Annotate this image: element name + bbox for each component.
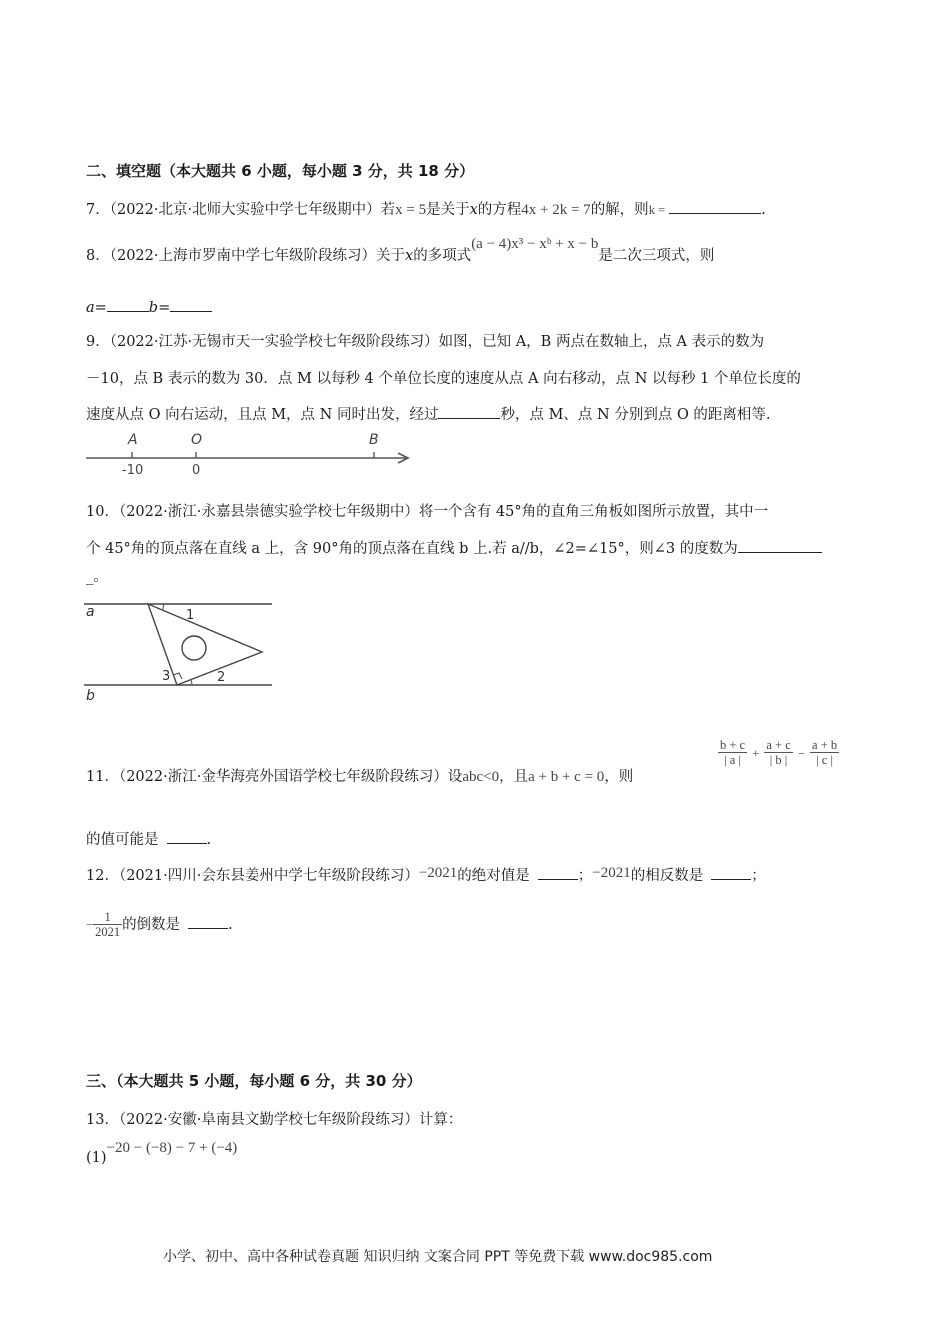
q11-f2-den: | b | [764,752,792,767]
q10-text-1: （2022·浙江·永嘉县崇德实验学校七年级期中）将一个含有 45°角的直角三角板如图所示放置，其中一 [118,504,769,520]
angle-2-arc [191,680,192,685]
q12-abs-blank[interactable] [538,865,578,880]
q10-line-3: _。 [86,569,108,585]
q13-part-1 [86,1140,238,1166]
q11-f3-den: | c | [810,752,839,767]
q8-polynomial: (a − 4)x³ − xᵇ + x − b [471,236,599,252]
q13-number: 13． [86,1112,119,1128]
triangle-hole [182,636,206,660]
q8-b-blank[interactable] [170,297,212,312]
q13-part-1-label: (1) [86,1150,107,1166]
q7-text-3: 的解，则 [590,202,649,218]
label-a: A [128,432,138,448]
q11-op-minus: − [797,746,805,761]
q13-source: （2022·安徽·阜南县文勤学校七年级阶段练习）计算： [118,1112,463,1128]
q12-f-den: 2021 [95,925,121,940]
q11-fraction-3 [810,738,839,768]
q10-number: 10． [86,504,119,520]
question-8 [86,236,715,265]
q11-f1-num: b + c [720,738,746,752]
q8-a-blank[interactable] [107,297,149,312]
q9-text-3a: 速度从点 O 向右运动，且点 M，点 N 同时出发，经过 [86,407,439,423]
q8-text-1: 的多项式 [413,248,472,264]
label-line-a: a [86,604,95,620]
q11-line-1 [86,765,633,786]
q7-equation: 4x + 2k = 7 [521,202,591,218]
q12-f-num: 1 [104,910,111,924]
q12-value-1: −2021 [418,865,458,881]
q12-opposite-blank[interactable] [711,865,751,880]
q7-var: x [469,202,478,218]
q7-source: （2022·北京·北师大实验中学七年级期中）若 [109,202,396,218]
q12-source: （2021·四川·会东县姜州中学七年级阶段练习） [118,868,419,884]
q9-number: 9． [86,334,110,350]
q12-number: 12． [86,868,119,884]
q10-answer-blank[interactable] [738,538,822,553]
label-line-b: b [86,688,95,704]
q12-sep: ； [577,868,593,884]
q11-text-1: ，且 [499,769,529,785]
section-3-title: 三、（本大题共 5 小题，每小题 6 分，共 30 分） [86,1072,422,1090]
q11-fraction-2 [764,738,792,768]
q8-text-2: 是二次三项式，则 [598,248,715,264]
q12-end-2: . [228,916,233,933]
section-2-title: 二、填空题（本大题共 6 小题，每小题 3 分，共 18 分） [86,162,475,180]
q12-text-3: 的倒数是 [122,916,181,933]
q11-number: 11． [86,769,119,785]
q13-line-1 [86,1108,462,1129]
q8-source: （2022·上海市罗南中学七年级阶段练习）关于 [109,248,405,264]
q11-line-2 [86,828,211,849]
q12-text-2: 的相反数是 [630,868,704,884]
q11-answer-blank[interactable] [167,829,207,844]
label-angle-3: 3 [162,669,171,684]
label-b: B [369,432,379,448]
q12-value-2: −2021 [592,865,631,881]
q7-answer-blank[interactable] [669,199,761,214]
q8-answer-line [86,297,212,316]
label-angle-1: 1 [186,608,195,623]
page-footer: 小学、初中、高中各种试卷真题 知识归纳 文案合同 PPT 等免费下载 www.doc985.com [163,1249,713,1265]
number-line-figure [84,428,416,478]
q8-a-label: a= [86,300,107,316]
q12-text-1: 的绝对值是 [457,868,530,884]
q12-line-2 [86,910,233,940]
q9-answer-blank[interactable] [438,404,500,419]
q7-end: . [761,202,766,218]
q10-line-1 [86,500,768,521]
value-a: -10 [122,463,144,478]
q7-text-1: 是关于 [426,202,470,218]
q11-cond-2: a + b + c = 0 [528,769,605,785]
value-o: 0 [192,463,201,478]
q10-text-2: 个 45°角的顶点落在直线 a 上，含 90°角的顶点落在直线 b 上.若 a//b，∠2=∠15°，则∠3 的度数为 [86,541,738,557]
q9-line-2: －10，点 B 表示的数为 30．点 M 以每秒 4 个单位长度的速度从点 A 向右移动，点 N 以每秒 1 个单位长度的 [86,371,801,387]
q12-line-1 [86,864,766,885]
q8-b-label: b= [148,300,171,316]
q12-end-1: ； [751,868,766,884]
q11-fraction-1 [718,738,747,768]
q7-text-2: 的方程 [477,202,522,218]
triangle-figure [80,594,280,706]
q11-text-2: ，则 [604,769,634,785]
label-angle-2: 2 [217,670,226,685]
q11-source: （2022·浙江·金华海亮外国语学校七年级阶段练习）设 [118,769,463,785]
q7-number: 7． [86,202,110,218]
q11-f3-num: a + b [812,738,838,752]
q11-text-3: 的值可能是 [86,832,159,848]
q9-text-1: （2022·江苏·无锡市天一实验学校七年级阶段练习）如图，已知 A，B 两点在数轴上，点 A 表示的数为 [109,334,765,350]
q7-k: k = [648,203,666,217]
q7-eq-x: x = 5 [395,202,427,218]
q11-cond-1: abc<0 [462,769,500,785]
q11-f1-den: | a | [718,752,747,767]
q13-expression: −20 − (−8) − 7 + (−4) [106,1140,238,1156]
q11-expression [718,738,839,768]
q11-end: . [206,832,212,848]
q11-f2-num: a + c [766,738,791,752]
label-o: O [191,432,203,448]
q8-number: 8． [86,248,110,264]
q12-neg-sign: − [86,917,94,932]
q9-text-3b: 秒，点 M、点 N 分别到点 O 的距离相等. [500,407,771,423]
question-7 [86,198,766,219]
q9-line-3 [86,403,771,424]
q8-var: x [405,248,414,264]
q12-reciprocal-blank[interactable] [188,914,228,929]
q10-line-2 [86,537,822,558]
q12-fraction [93,910,122,940]
q11-op-plus: + [752,746,760,761]
q9-line-1 [86,330,764,351]
